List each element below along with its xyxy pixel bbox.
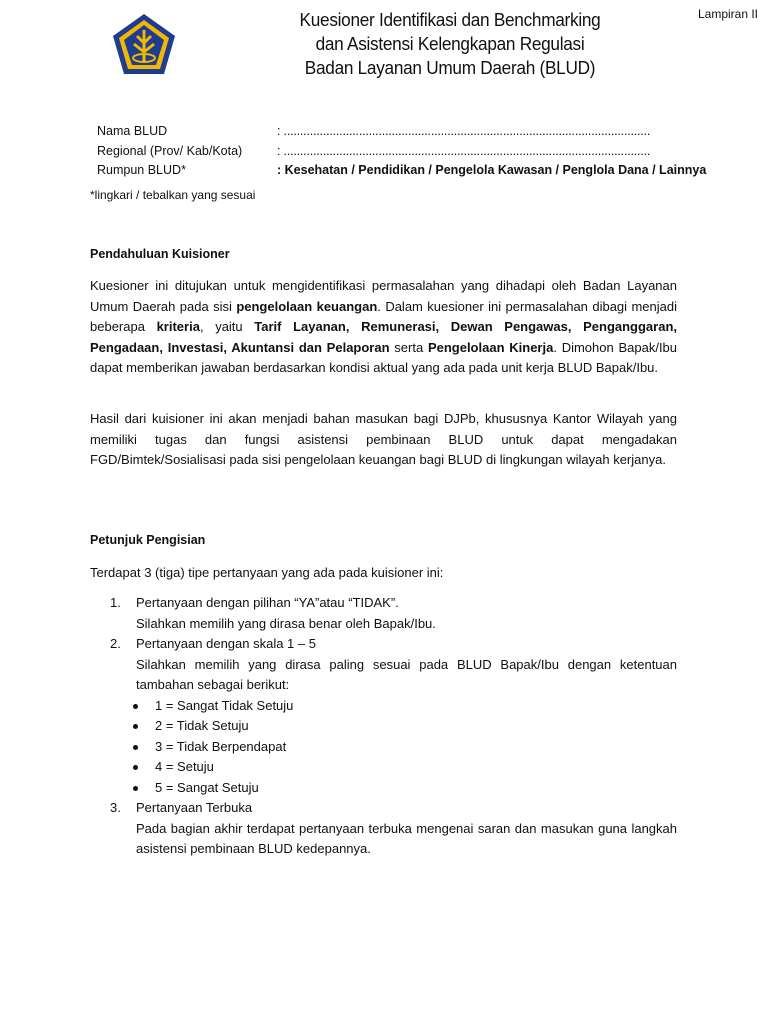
rumpun-blud-options[interactable]: : Kesehatan / Pendidikan / Pengelola Kawasan / Penglola Dana / Lainnya xyxy=(277,163,707,177)
bullet-icon xyxy=(133,724,138,729)
title-line-3: Badan Layanan Umum Daerah (BLUD) xyxy=(304,57,596,78)
bullet-icon xyxy=(133,765,138,770)
nama-blud-label: Nama BLUD xyxy=(97,124,168,138)
intro-paragraph-1: Kuesioner ini ditujukan untuk mengidentifikasi permasalahan yang dihadapi oleh Badan Layanan Umum Daerah pada sisi pengelolaan keuangan. Dalam kuesioner ini permasalahan dibagi menjadi beberapa kriteria, yaitu Tarif Layanan, Remunerasi, Dewan Pengawas, Penganggaran, Pengadaan, Investasi, Akuntansi dan Pelaporan serta Pengelolaan Kinerja. Dimohon Bapak/Ibu dapat memberikan jawaban berdasarkan kondisi aktual yang ada pada unit kerja BLUD Bapak/Ibu. xyxy=(90,278,678,375)
kemenkeu-logo xyxy=(110,12,178,80)
intro-paragraph-2: Hasil dari kuisioner ini akan menjadi bahan masukan bagi DJPb, khususnya Kantor Wilayah yang memiliki tugas dan fungsi asistensi pembinaan BLUD untuk dapat mengadakan FGD/Bimtek/Sosialisasi pada sisi pengelolaan keuangan bagi BLUD di lingkungan wilayah kerjanya. xyxy=(90,411,677,467)
list-item: 1. Pertanyaan dengan pilihan “YA”atau “TIDAK”. Silahkan memilih yang dirasa benar oleh Bapak/Ibu. xyxy=(110,595,436,631)
lampiran-label: Lampiran II xyxy=(697,7,758,21)
nama-blud-field[interactable]: : ................................................................................................................ xyxy=(277,124,651,138)
list-item: 3. Pertanyaan Terbuka Pada bagian akhir terdapat pertanyaan terbuka mengenai saran dan masukan guna langkah asistensi pembinaan BLUD kedepannya. xyxy=(110,800,677,856)
document-title xyxy=(227,8,673,80)
bullet-icon xyxy=(133,745,138,750)
instruction-note: *lingkari / tebalkan yang sesuai xyxy=(90,188,256,202)
title-line-2: dan Asistensi Kelengkapan Regulasi xyxy=(315,33,585,54)
scale-item: 2 = Tidak Setuju xyxy=(110,716,677,737)
question-type-list xyxy=(110,593,677,860)
bullet-icon xyxy=(133,786,138,791)
regional-label: Regional (Prov/ Kab/Kota) xyxy=(97,144,243,158)
regional-field[interactable]: : ................................................................................................................ xyxy=(277,144,651,158)
scale-item: 4 = Setuju xyxy=(110,757,677,778)
guide-intro: Terdapat 3 (tiga) tipe pertanyaan yang ada pada kuisioner ini: xyxy=(90,565,444,580)
list-item: 2. Pertanyaan dengan skala 1 – 5 Silahkan memilih yang dirasa paling sesuai pada BLUD Bapak/Ibu dengan ketentuan tambahan sebagai berikut: xyxy=(110,636,677,692)
guide-heading: Petunjuk Pengisian xyxy=(90,533,206,547)
scale-item: 5 = Sangat Setuju xyxy=(110,778,677,799)
title-line-1: Kuesioner Identifikasi dan Benchmarking xyxy=(299,9,601,30)
scale-item: 3 = Tidak Berpendapat xyxy=(110,737,677,758)
rumpun-blud-label: Rumpun BLUD* xyxy=(97,163,186,177)
bullet-icon xyxy=(133,704,138,709)
scale-item: 1 = Sangat Tidak Setuju xyxy=(110,696,677,717)
intro-heading: Pendahuluan Kuisioner xyxy=(90,247,230,261)
